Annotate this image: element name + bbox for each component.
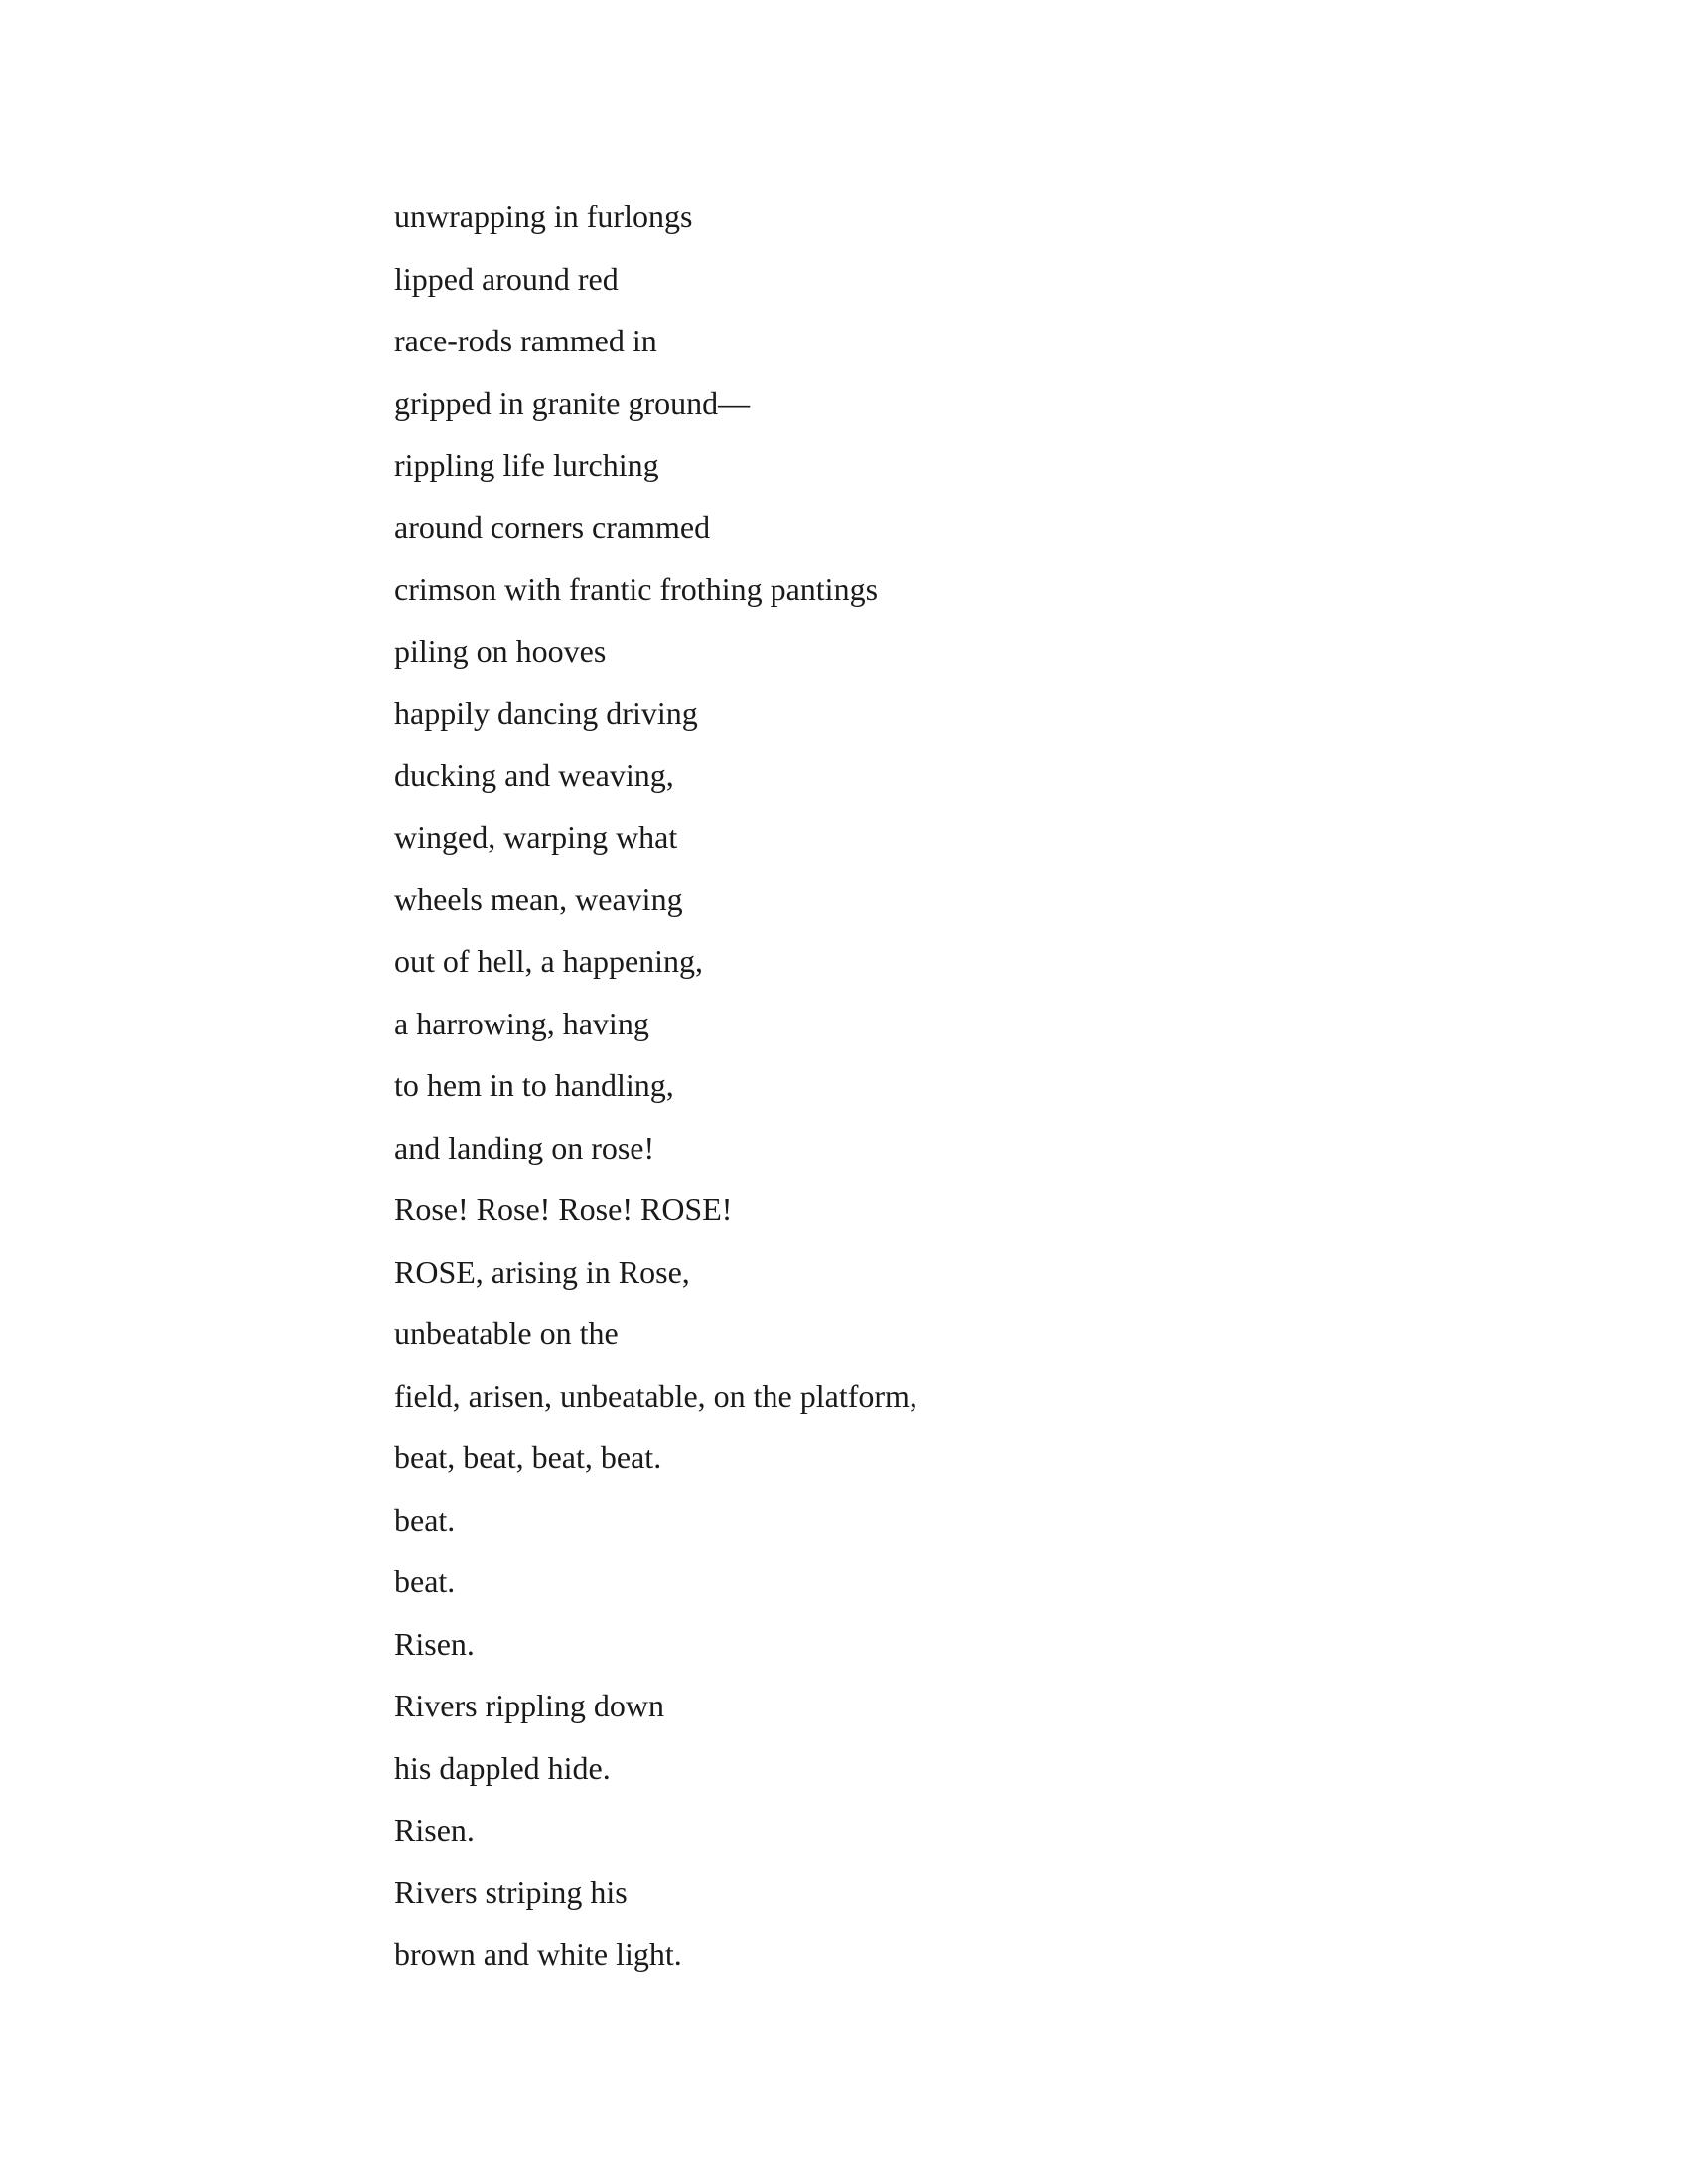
poem-line: lipped around red [394,260,619,297]
poem-line: wheels mean, weaving [394,881,683,917]
poem-line: out of hell, a happening, [394,943,704,979]
poem-line: crimson with frantic frothing pantings [394,571,879,607]
poem-line: his dappled hide. [394,1749,611,1786]
poem-line: winged, warping what [394,819,678,855]
poem-line: field, arisen, unbeatable, on the platform, [394,1377,917,1414]
poem-line: gripped in granite ground— [394,384,751,421]
poem-line: ROSE, arising in Rose, [394,1253,690,1290]
poem-line: Risen. [394,1625,475,1662]
poem-line: happily dancing driving [394,695,698,731]
poem-line: beat, beat, beat, beat. [394,1439,662,1475]
poem-line: beat. [394,1501,456,1538]
poem-line: unwrapping in furlongs [394,199,693,234]
poem-line: Rivers rippling down [394,1688,664,1723]
poem-line: beat. [394,1564,456,1599]
poem-line: Risen. [394,1812,475,1847]
poem-line: piling on hooves [394,632,607,669]
poem-line: ducking and weaving, [394,756,674,793]
poem-line: around corners crammed [394,508,711,545]
poem-body [394,195,917,1994]
poem-line: Rivers striping his [394,1873,628,1910]
poem-line: rippling life lurching [394,447,659,482]
poem-line: brown and white light. [394,1936,682,1972]
poem-line: to hem in to handling, [394,1067,674,1103]
poem-line: and landing on rose! [394,1129,655,1165]
poem-line: unbeatable on the [394,1315,619,1351]
poem-line: race-rods rammed in [394,323,657,358]
poem-line: a harrowing, having [394,1005,649,1041]
poem-line: Rose! Rose! Rose! ROSE! [394,1191,733,1227]
